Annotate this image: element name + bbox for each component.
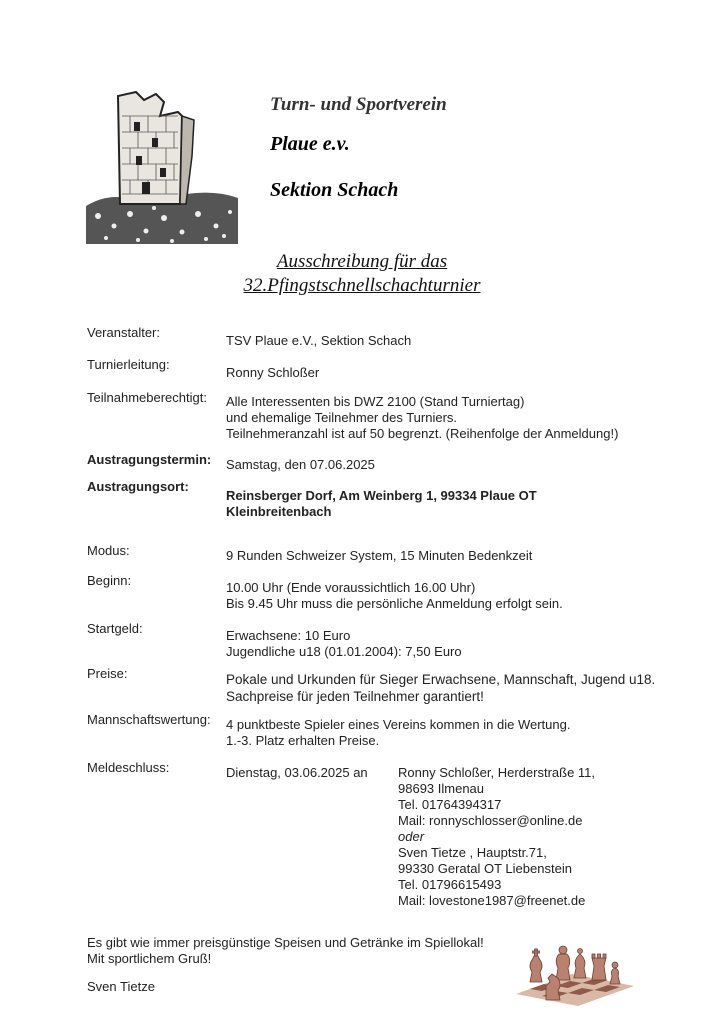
label-austragungstermin: Austragungstermin:	[87, 452, 212, 467]
text-line: Reinsberger Dorf, Am Weinberg 1, 99334 Plaue OT	[226, 488, 537, 503]
value-meldeschluss-date: Dienstag, 03.06.2025 an	[226, 765, 368, 780]
value-teilnahmeberechtigt	[226, 394, 618, 442]
label-veranstalter: Veranstalter:	[87, 325, 160, 340]
contact-email[interactable]: Mail: ronnyschlosser@online.de	[398, 813, 583, 828]
text-line: Sachpreise für jeden Teilnehmer garantiert!	[226, 689, 484, 704]
value-beginn	[226, 580, 563, 612]
text-line: Kleinbreitenbach	[226, 504, 332, 519]
chess-pieces-icon	[512, 916, 634, 1006]
value-mannschaftswertung	[226, 717, 570, 749]
text-line: Teilnehmeranzahl ist auf 50 begrenzt. (Reihenfolge der Anmeldung!)	[226, 426, 619, 441]
label-modus: Modus:	[87, 543, 130, 558]
contact-separator: oder	[398, 829, 425, 844]
contact-email[interactable]: Mail: lovestone1987@freenet.de	[398, 893, 586, 908]
announcement-title-line1: Ausschreibung für das	[276, 251, 448, 272]
signature: Sven Tietze	[87, 979, 155, 994]
value-austragungstermin: Samstag, den 07.06.2025	[226, 457, 375, 472]
text-line: 10.00 Uhr (Ende voraussichtlich 16.00 Uhr)	[226, 580, 476, 595]
club-name-line1: Turn- und Sportverein	[270, 94, 447, 115]
text-line: Bis 9.45 Uhr muss die persönliche Anmeldung erfolgt sein.	[226, 596, 563, 611]
text-line: Erwachsene: 10 Euro	[226, 628, 351, 643]
announcement-title-line2: 32.Pfingstschnellschachturnier	[243, 275, 481, 296]
castle-tower-icon	[86, 86, 238, 244]
value-austragungsort	[226, 488, 537, 520]
contact-line: Tel. 01796615493	[398, 877, 502, 892]
label-beginn: Beginn:	[87, 573, 132, 588]
label-turnierleitung: Turnierleitung:	[87, 357, 170, 372]
value-modus: 9 Runden Schweizer System, 15 Minuten Bedenkzeit	[226, 548, 533, 563]
contact-block	[398, 765, 595, 909]
club-name-line2: Plaue e.v.	[270, 133, 350, 155]
contact-line: 98693 Ilmenau	[398, 781, 485, 796]
value-startgeld	[226, 628, 462, 660]
text-line: Jugendliche u18 (01.01.2004): 7,50 Euro	[226, 644, 462, 659]
label-austragungsort: Austragungsort:	[87, 479, 189, 494]
text-line: Es gibt wie immer preisgünstige Speisen und Getränke im Spiellokal!	[87, 935, 484, 950]
value-preise	[226, 671, 655, 705]
contact-line: Sven Tietze , Hauptstr.71,	[398, 845, 547, 860]
text-line: 4 punktbeste Spieler eines Vereins kommen in die Wertung.	[226, 717, 571, 732]
text-line: 1.-3. Platz erhalten Preise.	[226, 733, 380, 748]
contact-line: Tel. 01764394317	[398, 797, 502, 812]
footer-note	[87, 935, 484, 967]
label-mannschaftswertung: Mannschaftswertung:	[87, 712, 211, 727]
text-line: Alle Interessenten bis DWZ 2100 (Stand Turniertag)	[226, 394, 525, 409]
label-preise: Preise:	[87, 666, 128, 681]
club-section: Sektion Schach	[270, 179, 399, 201]
label-startgeld: Startgeld:	[87, 621, 143, 636]
text-line: Pokale und Urkunden für Sieger Erwachsene, Mannschaft, Jugend u18.	[226, 672, 656, 687]
contact-line: Ronny Schloßer, Herderstraße 11,	[398, 765, 596, 780]
value-turnierleitung: Ronny Schloßer	[226, 365, 320, 380]
value-veranstalter: TSV Plaue e.V., Sektion Schach	[226, 333, 412, 348]
contact-line: 99330 Geratal OT Liebenstein	[398, 861, 572, 876]
text-line: Mit sportlichem Gruß!	[87, 951, 212, 966]
label-meldeschluss: Meldeschluss:	[87, 760, 170, 775]
text-line: und ehemalige Teilnehmer des Turniers.	[226, 410, 458, 425]
label-teilnahmeberechtigt: Teilnahmeberechtigt:	[87, 390, 207, 405]
